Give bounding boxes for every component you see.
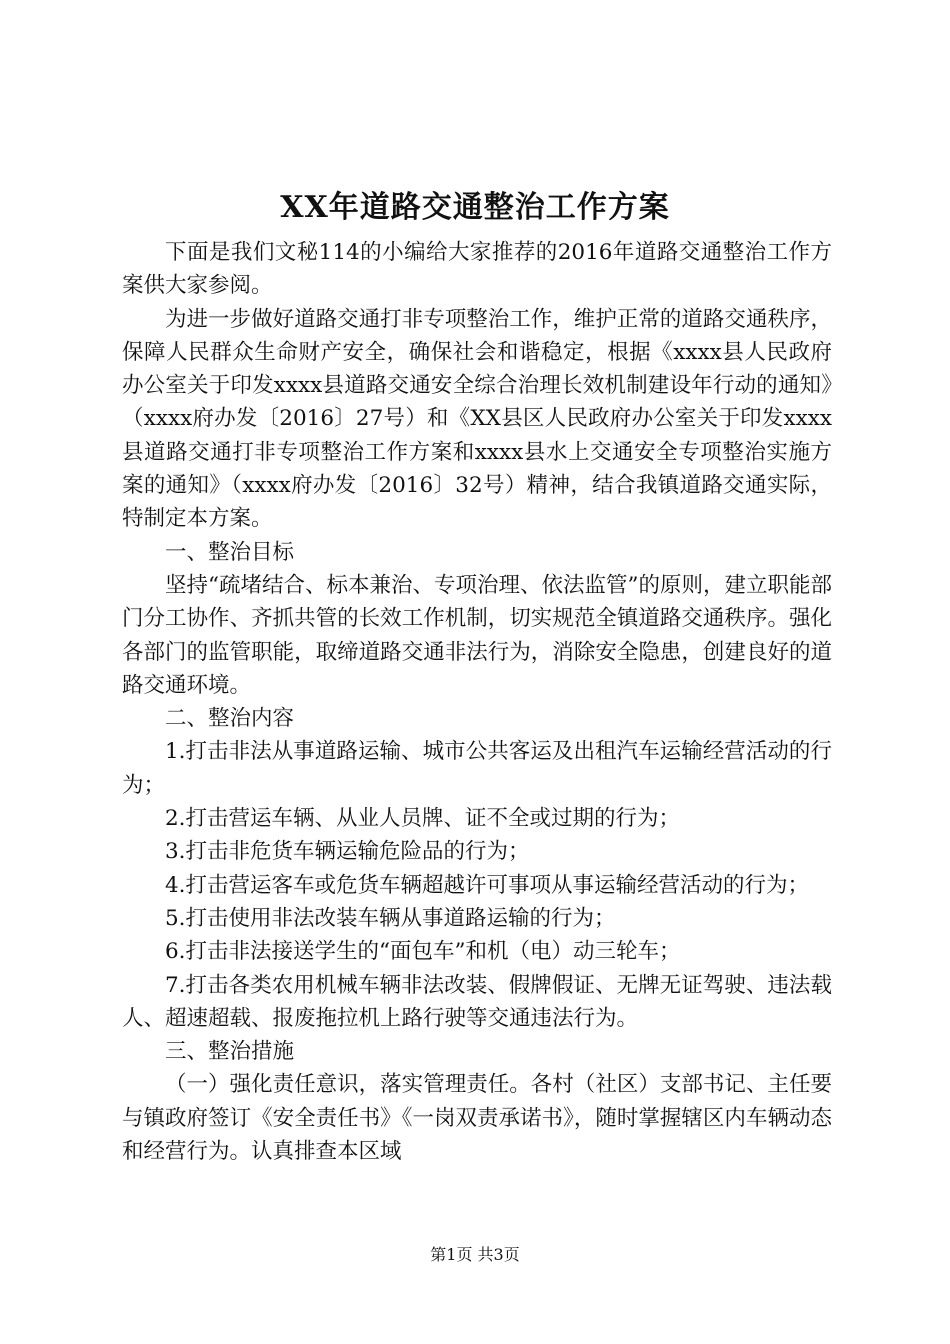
intro-paragraph: 下面是我们文秘114的小编给大家推荐的2016年道路交通整治工作方案供大家参阅。 xyxy=(122,240,832,299)
measures-paragraph-1: （一）强化责任意识，落实管理责任。各村（社区）支部书记、主任要与镇政府签订《安全责任书》《一岗双责承诺书》，随时掌握辖区内车辆动态和经营行为。认真排查本区域 xyxy=(122,1072,832,1165)
basis-paragraph: 为进一步做好道路交通打非专项整治工作，维护正常的道路交通秩序，保障人民群众生命财产安全，确保社会和谐稳定，根据《xxxx县人民政府办公室关于印发xxxx县道路交通安全综合治理长效机制建设年行动的通知》（xxxx府办发〔2016〕27号）和《XX县区人民政府办公室关于印发xxxx县道路交通打非专项整治工作方案和xxxx县水上交通安全专项整治实施方案的通知》（xxxx府办发〔2016〕32号）精神，结合我镇道路交通实际，特制定本方案。 xyxy=(122,306,832,532)
content-item-3: 3.打击非危货车辆运输危险品的行为； xyxy=(165,839,530,865)
content-item-7: 7.打击各类农用机械车辆非法改装、假牌假证、无牌无证驾驶、违法载人、超速超载、报废拖拉机上路行驶等交通违法行为。 xyxy=(122,972,832,1031)
document-title: XX年道路交通整治工作方案 xyxy=(280,190,670,225)
section-heading-goals: 一、整治目标 xyxy=(165,539,295,565)
content-item-5: 5.打击使用非法改装车辆从事道路运输的行为； xyxy=(165,905,616,931)
document-body xyxy=(122,236,832,1168)
content-item-4: 4.打击营运客车或危货车辆超越许可事项从事运输经营活动的行为； xyxy=(165,872,810,898)
section-heading-measures: 三、整治措施 xyxy=(165,1039,295,1065)
section-heading-content: 二、整治内容 xyxy=(165,706,295,732)
content-item-6: 6.打击非法接送学生的“面包车”和机（电）动三轮车； xyxy=(165,939,681,965)
goals-paragraph: 坚持“疏堵结合、标本兼治、专项治理、依法监管”的原则，建立职能部门分工协作、齐抓共管的长效工作机制，切实规范全镇道路交通秩序。强化各部门的监管职能，取缔道路交通非法行为，消除安全隐患，创建良好的道路交通环境。 xyxy=(122,572,832,698)
page-number-footer: 第1页 共3页 xyxy=(430,1245,520,1264)
content-item-2: 2.打击营运车辆、从业人员牌、证不全或过期的行为； xyxy=(165,806,681,832)
content-item-1: 1.打击非法从事道路运输、城市公共客运及出租汽车运输经营活动的行为； xyxy=(122,739,832,798)
